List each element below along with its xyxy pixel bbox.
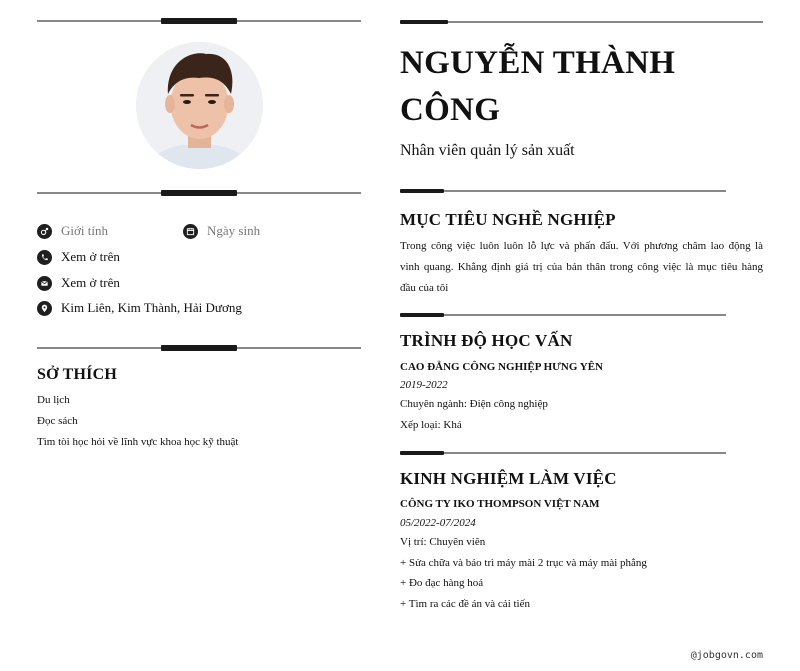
education-major: Chuyên ngành: Điện công nghiệp — [400, 398, 548, 410]
email-row — [37, 275, 120, 291]
objective-line-2: vinh quang. Khẳng định giá trị của bản thân trong công việc là mục tiêu hàng — [400, 261, 763, 273]
birthdate-row — [183, 223, 260, 239]
experience-task: + Tìm ra các đề án và cải tiến — [400, 598, 530, 610]
hobby-item: Du lịch — [37, 394, 70, 406]
birthdate-label: Ngày sinh — [207, 223, 261, 238]
job-title: Nhân viên quản lý sản xuất — [400, 142, 575, 159]
email-value: Xem ở trên — [61, 275, 120, 290]
source-watermark: @jobgovn.com — [690, 650, 763, 661]
email-icon — [37, 276, 52, 291]
phone-value: Xem ở trên — [61, 249, 120, 264]
address-value: Kim Liên, Kim Thành, Hải Dương — [61, 300, 242, 315]
company-name: CÔNG TY IKO THOMPSON VIỆT NAM — [400, 498, 600, 510]
calendar-icon — [183, 224, 198, 239]
candidate-name — [400, 40, 780, 134]
location-pin-icon — [37, 301, 52, 316]
education-rank: Xếp loại: Khá — [400, 419, 462, 431]
hobby-item: Đọc sách — [37, 415, 78, 427]
gender-icon — [37, 224, 52, 239]
name-line-2: CÔNG — [400, 92, 501, 128]
experience-task: + Đo đạc hàng hoá — [400, 577, 484, 589]
education-period: 2019-2022 — [400, 379, 448, 391]
experience-period: 05/2022-07/2024 — [400, 517, 476, 529]
school-name: CAO ĐẲNG CÔNG NGHIỆP HƯNG YÊN — [400, 361, 603, 373]
gender-row — [37, 223, 108, 239]
objective-line-1: Trong công việc luôn luôn lỗ lực và phấn đấu. Với phương châm lao động là — [400, 240, 763, 252]
avatar — [136, 42, 263, 169]
objective-line-3: đầu của tôi — [400, 282, 449, 294]
hobby-item: Tìm tòi học hỏi về lĩnh vực khoa học kỹ thuật — [37, 436, 239, 448]
experience-position: Vị trí: Chuyên viên — [400, 536, 486, 548]
hobbies-title: SỞ THÍCH — [37, 366, 117, 383]
education-title: TRÌNH ĐỘ HỌC VẤN — [400, 331, 573, 350]
name-line-1: NGUYỄN THÀNH — [400, 45, 676, 81]
address-row — [37, 300, 242, 316]
gender-label: Giới tính — [61, 223, 108, 238]
phone-icon — [37, 250, 52, 265]
experience-title: KINH NGHIỆM LÀM VIỆC — [400, 469, 617, 488]
portrait-image — [136, 42, 263, 169]
experience-task: + Sửa chữa và bảo trì máy mài 2 trục và máy mài phẳng — [400, 557, 647, 569]
phone-row — [37, 249, 120, 265]
objective-title: MỤC TIÊU NGHỀ NGHIỆP — [400, 210, 616, 229]
